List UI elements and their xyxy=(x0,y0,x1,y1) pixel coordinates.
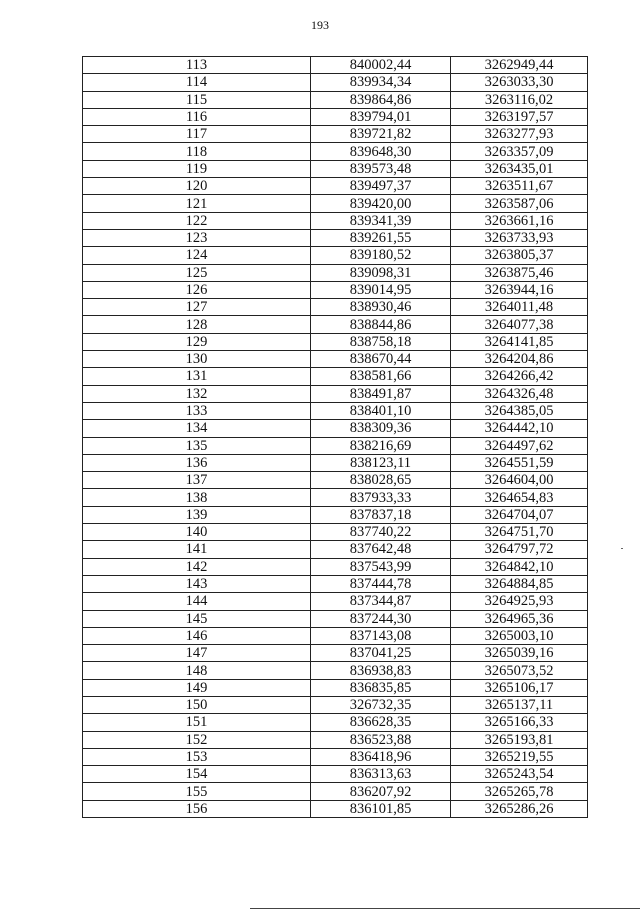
y-coordinate-cell: 3263435,01 xyxy=(451,160,588,177)
point-number-cell: 128 xyxy=(83,316,311,333)
x-coordinate-cell: 839180,52 xyxy=(311,247,451,264)
table-row xyxy=(83,800,588,817)
table-row xyxy=(83,593,588,610)
y-coordinate-cell: 3262949,44 xyxy=(451,57,588,74)
y-coordinate-cell: 3265243,54 xyxy=(451,766,588,783)
table-row xyxy=(83,74,588,91)
point-number-cell: 155 xyxy=(83,783,311,800)
table-row xyxy=(83,420,588,437)
x-coordinate-cell: 839721,82 xyxy=(311,126,451,143)
x-coordinate-cell: 836418,96 xyxy=(311,748,451,765)
table-row xyxy=(83,437,588,454)
x-coordinate-cell: 839014,95 xyxy=(311,281,451,298)
y-coordinate-cell: 3264704,07 xyxy=(451,506,588,523)
x-coordinate-cell: 838216,69 xyxy=(311,437,451,454)
x-coordinate-cell: 838123,11 xyxy=(311,454,451,471)
x-coordinate-cell: 839497,37 xyxy=(311,178,451,195)
x-coordinate-cell: 838758,18 xyxy=(311,333,451,350)
table-row xyxy=(83,696,588,713)
point-number-cell: 135 xyxy=(83,437,311,454)
x-coordinate-cell: 837740,22 xyxy=(311,524,451,541)
y-coordinate-cell: 3264497,62 xyxy=(451,437,588,454)
table-row xyxy=(83,506,588,523)
x-coordinate-cell: 837933,33 xyxy=(311,489,451,506)
table-row xyxy=(83,333,588,350)
y-coordinate-cell: 3265039,16 xyxy=(451,645,588,662)
point-number-cell: 137 xyxy=(83,472,311,489)
point-number-cell: 139 xyxy=(83,506,311,523)
x-coordinate-cell: 839934,34 xyxy=(311,74,451,91)
y-coordinate-cell: 3264077,38 xyxy=(451,316,588,333)
point-number-cell: 156 xyxy=(83,800,311,817)
point-number-cell: 114 xyxy=(83,74,311,91)
table-row xyxy=(83,178,588,195)
point-number-cell: 143 xyxy=(83,575,311,592)
point-number-cell: 153 xyxy=(83,748,311,765)
point-number-cell: 152 xyxy=(83,731,311,748)
table-row xyxy=(83,748,588,765)
table-row xyxy=(83,679,588,696)
point-number-cell: 132 xyxy=(83,385,311,402)
point-number-cell: 116 xyxy=(83,108,311,125)
y-coordinate-cell: 3265003,10 xyxy=(451,627,588,644)
x-coordinate-cell: 839098,31 xyxy=(311,264,451,281)
y-coordinate-cell: 3264604,00 xyxy=(451,472,588,489)
table-row xyxy=(83,351,588,368)
x-coordinate-cell: 839864,86 xyxy=(311,91,451,108)
table-row xyxy=(83,402,588,419)
y-coordinate-cell: 3264654,83 xyxy=(451,489,588,506)
x-coordinate-cell: 836628,35 xyxy=(311,714,451,731)
point-number-cell: 148 xyxy=(83,662,311,679)
table-row xyxy=(83,662,588,679)
page-number: 193 xyxy=(311,18,329,32)
x-coordinate-cell: 838491,87 xyxy=(311,385,451,402)
point-number-cell: 154 xyxy=(83,766,311,783)
table-row xyxy=(83,247,588,264)
y-coordinate-cell: 3264204,86 xyxy=(451,351,588,368)
point-number-cell: 117 xyxy=(83,126,311,143)
x-coordinate-cell: 837837,18 xyxy=(311,506,451,523)
y-coordinate-cell: 3265265,78 xyxy=(451,783,588,800)
table-row xyxy=(83,645,588,662)
y-coordinate-cell: 3264884,85 xyxy=(451,575,588,592)
x-coordinate-cell: 837143,08 xyxy=(311,627,451,644)
table-row xyxy=(83,731,588,748)
y-coordinate-cell: 3263357,09 xyxy=(451,143,588,160)
y-coordinate-cell: 3264797,72 xyxy=(451,541,588,558)
point-number-cell: 136 xyxy=(83,454,311,471)
table-row xyxy=(83,558,588,575)
x-coordinate-cell: 839261,55 xyxy=(311,229,451,246)
table-row xyxy=(83,575,588,592)
y-coordinate-cell: 3264326,48 xyxy=(451,385,588,402)
x-coordinate-cell: 838028,65 xyxy=(311,472,451,489)
table-row xyxy=(83,472,588,489)
table-row xyxy=(83,766,588,783)
table-row xyxy=(83,57,588,74)
point-number-cell: 123 xyxy=(83,229,311,246)
x-coordinate-cell: 836207,92 xyxy=(311,783,451,800)
x-coordinate-cell: 837041,25 xyxy=(311,645,451,662)
y-coordinate-cell: 3263944,16 xyxy=(451,281,588,298)
y-coordinate-cell: 3265166,33 xyxy=(451,714,588,731)
coordinates-table-body xyxy=(83,57,588,818)
table-row xyxy=(83,316,588,333)
y-coordinate-cell: 3265219,55 xyxy=(451,748,588,765)
table-row xyxy=(83,610,588,627)
x-coordinate-cell: 836523,88 xyxy=(311,731,451,748)
y-coordinate-cell: 3263277,93 xyxy=(451,126,588,143)
table-row xyxy=(83,368,588,385)
point-number-cell: 134 xyxy=(83,420,311,437)
y-coordinate-cell: 3263587,06 xyxy=(451,195,588,212)
table-row xyxy=(83,627,588,644)
x-coordinate-cell: 837444,78 xyxy=(311,575,451,592)
point-number-cell: 124 xyxy=(83,247,311,264)
point-number-cell: 130 xyxy=(83,351,311,368)
x-coordinate-cell: 840002,44 xyxy=(311,57,451,74)
x-coordinate-cell: 838670,44 xyxy=(311,351,451,368)
point-number-cell: 133 xyxy=(83,402,311,419)
table-row xyxy=(83,160,588,177)
point-number-cell: 113 xyxy=(83,57,311,74)
x-coordinate-cell: 837244,30 xyxy=(311,610,451,627)
point-number-cell: 141 xyxy=(83,541,311,558)
x-coordinate-cell: 839420,00 xyxy=(311,195,451,212)
x-coordinate-cell: 838401,10 xyxy=(311,402,451,419)
margin-mark xyxy=(621,548,623,549)
x-coordinate-cell: 836313,63 xyxy=(311,766,451,783)
table-row xyxy=(83,91,588,108)
point-number-cell: 122 xyxy=(83,212,311,229)
x-coordinate-cell: 837543,99 xyxy=(311,558,451,575)
x-coordinate-cell: 839648,30 xyxy=(311,143,451,160)
x-coordinate-cell: 839794,01 xyxy=(311,108,451,125)
x-coordinate-cell: 838581,66 xyxy=(311,368,451,385)
x-coordinate-cell: 838309,36 xyxy=(311,420,451,437)
point-number-cell: 150 xyxy=(83,696,311,713)
y-coordinate-cell: 3265137,11 xyxy=(451,696,588,713)
y-coordinate-cell: 3263197,57 xyxy=(451,108,588,125)
y-coordinate-cell: 3264011,48 xyxy=(451,299,588,316)
table-row xyxy=(83,524,588,541)
y-coordinate-cell: 3264266,42 xyxy=(451,368,588,385)
x-coordinate-cell: 837642,48 xyxy=(311,541,451,558)
table-row xyxy=(83,108,588,125)
y-coordinate-cell: 3263661,16 xyxy=(451,212,588,229)
point-number-cell: 145 xyxy=(83,610,311,627)
y-coordinate-cell: 3264442,10 xyxy=(451,420,588,437)
point-number-cell: 129 xyxy=(83,333,311,350)
point-number-cell: 115 xyxy=(83,91,311,108)
y-coordinate-cell: 3264925,93 xyxy=(451,593,588,610)
table-row xyxy=(83,195,588,212)
point-number-cell: 119 xyxy=(83,160,311,177)
x-coordinate-cell: 838930,46 xyxy=(311,299,451,316)
point-number-cell: 127 xyxy=(83,299,311,316)
point-number-cell: 126 xyxy=(83,281,311,298)
x-coordinate-cell: 837344,87 xyxy=(311,593,451,610)
coordinates-table xyxy=(82,56,588,818)
table-row xyxy=(83,126,588,143)
y-coordinate-cell: 3264385,05 xyxy=(451,402,588,419)
y-coordinate-cell: 3263805,37 xyxy=(451,247,588,264)
point-number-cell: 125 xyxy=(83,264,311,281)
point-number-cell: 140 xyxy=(83,524,311,541)
y-coordinate-cell: 3263733,93 xyxy=(451,229,588,246)
y-coordinate-cell: 3264141,85 xyxy=(451,333,588,350)
x-coordinate-cell: 838844,86 xyxy=(311,316,451,333)
footer-rule xyxy=(250,908,640,909)
table-row xyxy=(83,385,588,402)
table-row xyxy=(83,454,588,471)
point-number-cell: 131 xyxy=(83,368,311,385)
x-coordinate-cell: 836938,83 xyxy=(311,662,451,679)
point-number-cell: 149 xyxy=(83,679,311,696)
table-row xyxy=(83,299,588,316)
y-coordinate-cell: 3263875,46 xyxy=(451,264,588,281)
table-row xyxy=(83,212,588,229)
point-number-cell: 121 xyxy=(83,195,311,212)
x-coordinate-cell: 326732,35 xyxy=(311,696,451,713)
x-coordinate-cell: 836835,85 xyxy=(311,679,451,696)
x-coordinate-cell: 839573,48 xyxy=(311,160,451,177)
y-coordinate-cell: 3264751,70 xyxy=(451,524,588,541)
y-coordinate-cell: 3263116,02 xyxy=(451,91,588,108)
point-number-cell: 142 xyxy=(83,558,311,575)
y-coordinate-cell: 3263511,67 xyxy=(451,178,588,195)
table-row xyxy=(83,541,588,558)
point-number-cell: 147 xyxy=(83,645,311,662)
y-coordinate-cell: 3263033,30 xyxy=(451,74,588,91)
table-row xyxy=(83,229,588,246)
table-row xyxy=(83,264,588,281)
point-number-cell: 151 xyxy=(83,714,311,731)
table-row xyxy=(83,714,588,731)
point-number-cell: 118 xyxy=(83,143,311,160)
table-row xyxy=(83,143,588,160)
point-number-cell: 138 xyxy=(83,489,311,506)
y-coordinate-cell: 3265106,17 xyxy=(451,679,588,696)
y-coordinate-cell: 3265193,81 xyxy=(451,731,588,748)
x-coordinate-cell: 839341,39 xyxy=(311,212,451,229)
point-number-cell: 144 xyxy=(83,593,311,610)
point-number-cell: 146 xyxy=(83,627,311,644)
table-row xyxy=(83,489,588,506)
y-coordinate-cell: 3264965,36 xyxy=(451,610,588,627)
table-row xyxy=(83,783,588,800)
y-coordinate-cell: 3265286,26 xyxy=(451,800,588,817)
table-row xyxy=(83,281,588,298)
y-coordinate-cell: 3264842,10 xyxy=(451,558,588,575)
x-coordinate-cell: 836101,85 xyxy=(311,800,451,817)
y-coordinate-cell: 3264551,59 xyxy=(451,454,588,471)
y-coordinate-cell: 3265073,52 xyxy=(451,662,588,679)
point-number-cell: 120 xyxy=(83,178,311,195)
